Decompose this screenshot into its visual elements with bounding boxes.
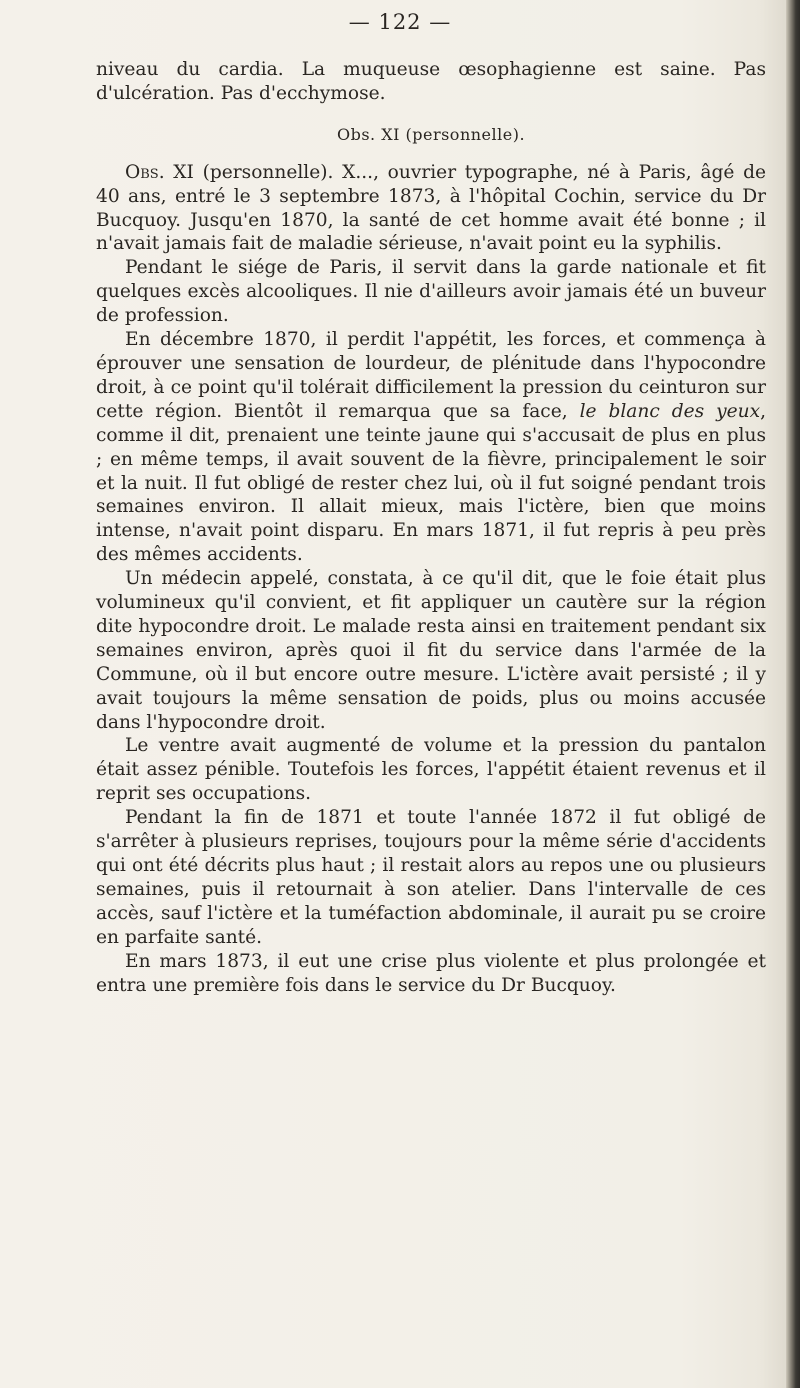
observation-heading: Obs. XI (personnelle).	[336, 124, 526, 144]
page-binding-edge	[786, 0, 800, 1388]
paragraph-3-before: En décembre 1870, il perdit l'appétit, les forces, et commença à éprouver une sensation de lourdeur, de plénitude dans l'hypocondre droit, à ce point qu'il tolérait difficilement la pression du ceinturon sur cette région. Bientôt il remarqua que sa face,	[96, 329, 766, 422]
page-number: — 122 —	[348, 10, 452, 34]
paragraph-7: En mars 1873, il eut une crise plus violente et plus prolongée et entra une première fois dans le service du Dr Bucquoy.	[96, 950, 766, 996]
paragraph-4: Un médecin appelé, constata, à ce qu'il dit, que le foie était plus volumineux qu'il convient, et fit appliquer un cautère sur la région dite hypocondre droit. Le malade resta ainsi en traitement pendant six semaines environ, après quoi il fit du service dans l'armée de la Commune, où il but encore outre mesure. L'ictère avait persisté ; il y avait toujours la même sensation de poids, plus ou moins accusée dans l'hypocondre droit.	[96, 568, 766, 733]
paragraph-2: Pendant le siége de Paris, il servit dans la garde nationale et fit quelques excès alcooliques. Il nie d'ailleurs avoir jamais été un buveur de profession.	[96, 257, 766, 327]
paragraph-3-after: , comme il dit, prenaient une teinte jaune qui s'accusait de plus en plus ; en même temps, il avait souvent de la fièvre, principalement le soir et la nuit. Il fut obligé de rester chez lui, où il fut soigné pendant trois semaines environ. Il allait mieux, mais l'ictère, bien que moins intense, n'avait point disparu. En mars 1871, il fut repris à peu près des mêmes accidents.	[96, 400, 766, 566]
intro-paragraph: niveau du cardia. La muqueuse œsophagienne est saine. Pas d'ulcération. Pas d'ecchymose.	[96, 59, 766, 104]
paragraph-3	[96, 328, 766, 567]
paragraph-1-text: (personnelle). X..., ouvrier typographe, né à Paris, âgé de 40 ans, entré le 3 septembre 1873, à l'hôpital Cochin, service du Dr Bucquoy. Jusqu'en 1870, la santé de cet homme avait été bonne ; il n'avait jamais fait de maladie sérieuse, n'avait point eu la syphilis.	[96, 161, 767, 255]
paragraph-1	[96, 161, 766, 257]
paragraph-3-italic: le blanc des yeux	[579, 400, 761, 422]
paragraph-6: Pendant la fin de 1871 et toute l'année 1872 il fut obligé de s'arrêter à plusieurs reprises, toujours pour la même série d'accidents qui ont été décrits plus haut ; il restait alors au repos une ou plusieurs semaines, puis il retournait à son atelier. Dans l'intervalle de ces accès, sauf l'ictère et la tuméfaction abdominale, il aurait pu se croire en parfaite santé.	[96, 807, 766, 948]
paragraph-5: Le ventre avait augmenté de volume et la pression du pantalon était assez pénible. Toutefois les forces, l'appétit étaient revenus et il reprit ses occupations.	[96, 735, 766, 805]
body-text	[96, 58, 766, 997]
observation-lead: Obs. XI	[125, 161, 194, 183]
